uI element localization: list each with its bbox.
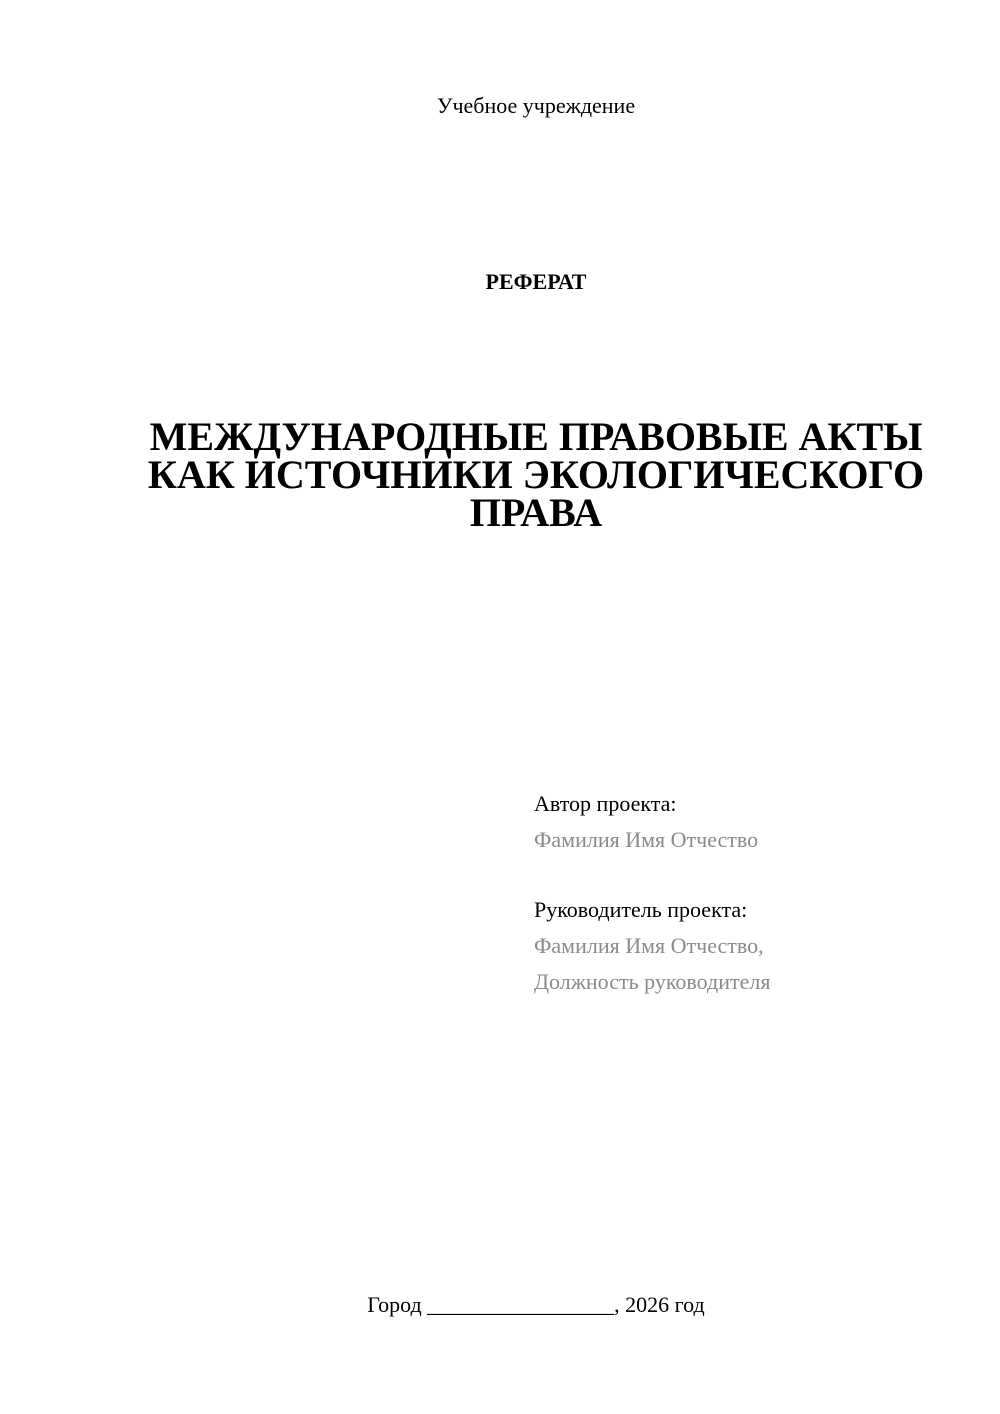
author-block — [534, 786, 974, 858]
institution-name: Учебное учреждение — [436, 93, 636, 118]
supervisor-name: Фамилия Имя Отчество, — [534, 933, 764, 958]
supervisor-label: Руководитель проекта: — [534, 897, 748, 922]
author-label: Автор проекта: — [534, 791, 677, 816]
author-name: Фамилия Имя Отчество — [534, 827, 759, 852]
city-year-line: Город _________________, 2026 год — [367, 1292, 705, 1317]
supervisor-block — [534, 892, 974, 1000]
title-line: МЕЖДУНАРОДНЫЕ ПРАВОВЫЕ АКТЫ — [149, 414, 923, 459]
title-line: КАК ИСТОЧНИКИ ЭКОЛОГИЧЕСКОГО — [147, 452, 925, 497]
title-line: ПРАВА — [469, 490, 603, 535]
supervisor-position: Должность руководителя — [534, 969, 771, 994]
document-type: РЕФЕРАТ — [485, 269, 587, 294]
document-title — [146, 414, 926, 535]
